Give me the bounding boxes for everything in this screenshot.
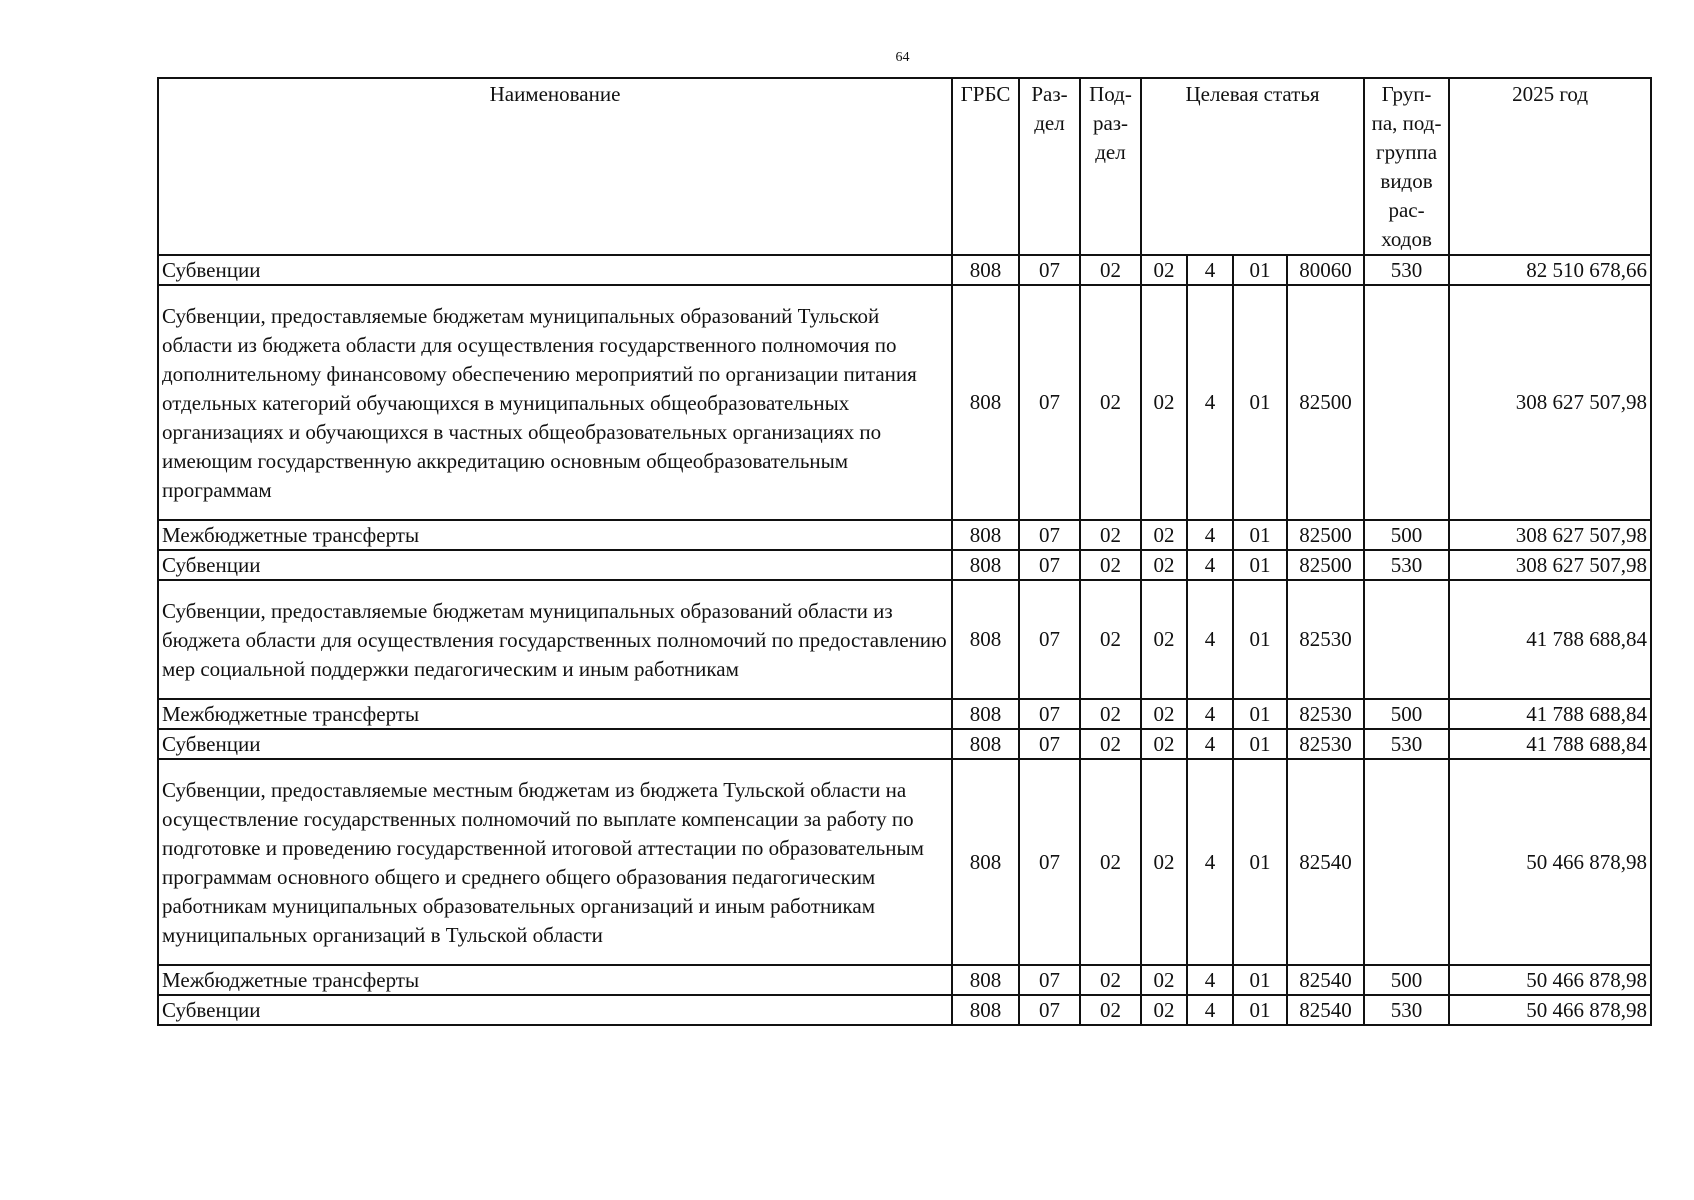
cell-target-direction: 82540 bbox=[1287, 965, 1364, 995]
cell-razdel: 07 bbox=[1019, 699, 1080, 729]
header-razdel: Раз- дел bbox=[1019, 78, 1080, 255]
table-row bbox=[158, 520, 1651, 550]
cell-grbs: 808 bbox=[952, 520, 1019, 550]
table-row bbox=[158, 995, 1651, 1025]
cell-podrazdel: 02 bbox=[1080, 550, 1141, 580]
cell-amount: 41 788 688,84 bbox=[1449, 729, 1651, 759]
budget-table bbox=[157, 77, 1652, 1026]
cell-name: Субвенции bbox=[158, 255, 952, 285]
cell-razdel: 07 bbox=[1019, 729, 1080, 759]
cell-target-subprogram: 01 bbox=[1233, 699, 1287, 729]
cell-target-program: 02 bbox=[1141, 729, 1187, 759]
cell-target-subprogram: 01 bbox=[1233, 255, 1287, 285]
cell-name: Межбюджетные трансферты bbox=[158, 965, 952, 995]
header-target-article: Целевая статья bbox=[1141, 78, 1364, 255]
cell-amount: 50 466 878,98 bbox=[1449, 965, 1651, 995]
cell-razdel: 07 bbox=[1019, 255, 1080, 285]
cell-name: Субвенции, предоставляемые бюджетам муниципальных образований Тульской области из бюджета области для осуществления государственного полномочия по дополнительному финансовому обеспечению мероприятий по организации питания отдельных категорий обучающихся в муниципальных общеобразовательных организациях и обучающихся в частных общеобразовательных организациях по имеющим государственную аккредитацию основным общеобразовательным программам bbox=[158, 285, 952, 520]
cell-podrazdel: 02 bbox=[1080, 995, 1141, 1025]
cell-podrazdel: 02 bbox=[1080, 759, 1141, 965]
cell-target-subprogram: 01 bbox=[1233, 759, 1287, 965]
cell-target-subprogram: 01 bbox=[1233, 965, 1287, 995]
table-row bbox=[158, 285, 1651, 520]
cell-target-direction: 82540 bbox=[1287, 995, 1364, 1025]
cell-target-program: 02 bbox=[1141, 285, 1187, 520]
cell-target-program: 02 bbox=[1141, 580, 1187, 699]
cell-amount: 41 788 688,84 bbox=[1449, 699, 1651, 729]
cell-name: Субвенции bbox=[158, 995, 952, 1025]
cell-target-direction: 82540 bbox=[1287, 759, 1364, 965]
header-grbs: ГРБС bbox=[952, 78, 1019, 255]
cell-target-type: 4 bbox=[1187, 995, 1233, 1025]
cell-target-type: 4 bbox=[1187, 729, 1233, 759]
cell-podrazdel: 02 bbox=[1080, 699, 1141, 729]
cell-target-subprogram: 01 bbox=[1233, 520, 1287, 550]
cell-amount: 308 627 507,98 bbox=[1449, 285, 1651, 520]
cell-target-program: 02 bbox=[1141, 520, 1187, 550]
cell-grbs: 808 bbox=[952, 729, 1019, 759]
cell-expense-group: 530 bbox=[1364, 995, 1449, 1025]
cell-target-subprogram: 01 bbox=[1233, 550, 1287, 580]
cell-target-type: 4 bbox=[1187, 285, 1233, 520]
cell-name: Межбюджетные трансферты bbox=[158, 520, 952, 550]
cell-amount: 308 627 507,98 bbox=[1449, 520, 1651, 550]
cell-target-type: 4 bbox=[1187, 759, 1233, 965]
cell-target-program: 02 bbox=[1141, 699, 1187, 729]
cell-expense-group: 530 bbox=[1364, 729, 1449, 759]
cell-podrazdel: 02 bbox=[1080, 255, 1141, 285]
cell-target-type: 4 bbox=[1187, 255, 1233, 285]
cell-expense-group bbox=[1364, 580, 1449, 699]
cell-target-program: 02 bbox=[1141, 965, 1187, 995]
cell-target-type: 4 bbox=[1187, 520, 1233, 550]
cell-grbs: 808 bbox=[952, 759, 1019, 965]
table-row bbox=[158, 580, 1651, 699]
cell-target-subprogram: 01 bbox=[1233, 285, 1287, 520]
cell-expense-group: 500 bbox=[1364, 699, 1449, 729]
cell-razdel: 07 bbox=[1019, 285, 1080, 520]
header-expense-group: Груп- па, под- группа видов рас- ходов bbox=[1364, 78, 1449, 255]
cell-razdel: 07 bbox=[1019, 520, 1080, 550]
cell-grbs: 808 bbox=[952, 699, 1019, 729]
table-row bbox=[158, 550, 1651, 580]
cell-target-direction: 80060 bbox=[1287, 255, 1364, 285]
cell-target-type: 4 bbox=[1187, 965, 1233, 995]
cell-grbs: 808 bbox=[952, 995, 1019, 1025]
cell-expense-group: 500 bbox=[1364, 520, 1449, 550]
cell-expense-group: 500 bbox=[1364, 965, 1449, 995]
cell-razdel: 07 bbox=[1019, 759, 1080, 965]
table-body bbox=[158, 255, 1651, 1025]
cell-target-direction: 82530 bbox=[1287, 699, 1364, 729]
cell-expense-group bbox=[1364, 759, 1449, 965]
cell-name: Субвенции bbox=[158, 729, 952, 759]
cell-podrazdel: 02 bbox=[1080, 285, 1141, 520]
cell-name: Субвенции, предоставляемые местным бюджетам из бюджета Тульской области на осуществление государственных полномочий по выплате компенсации за работу по подготовке и проведению государственной итоговой аттестации по образовательным программам основного общего и среднего общего образования педагогическим работникам муниципальных образовательных организаций и иным работникам муниципальных организаций в Тульской области bbox=[158, 759, 952, 965]
cell-target-type: 4 bbox=[1187, 580, 1233, 699]
cell-podrazdel: 02 bbox=[1080, 965, 1141, 995]
cell-razdel: 07 bbox=[1019, 965, 1080, 995]
cell-razdel: 07 bbox=[1019, 550, 1080, 580]
cell-target-type: 4 bbox=[1187, 699, 1233, 729]
cell-target-program: 02 bbox=[1141, 995, 1187, 1025]
cell-target-direction: 82530 bbox=[1287, 580, 1364, 699]
cell-amount: 41 788 688,84 bbox=[1449, 580, 1651, 699]
cell-name: Субвенции, предоставляемые бюджетам муниципальных образований области из бюджета области для осуществления государственных полномочий по предоставлению мер социальной поддержки педагогическим и иным работникам bbox=[158, 580, 952, 699]
cell-target-subprogram: 01 bbox=[1233, 580, 1287, 699]
cell-grbs: 808 bbox=[952, 255, 1019, 285]
header-name: Наименование bbox=[158, 78, 952, 255]
header-year-2025: 2025 год bbox=[1449, 78, 1651, 255]
cell-target-subprogram: 01 bbox=[1233, 729, 1287, 759]
cell-razdel: 07 bbox=[1019, 580, 1080, 699]
cell-name: Субвенции bbox=[158, 550, 952, 580]
cell-target-subprogram: 01 bbox=[1233, 995, 1287, 1025]
cell-amount: 82 510 678,66 bbox=[1449, 255, 1651, 285]
cell-target-program: 02 bbox=[1141, 255, 1187, 285]
cell-target-direction: 82500 bbox=[1287, 520, 1364, 550]
cell-amount: 308 627 507,98 bbox=[1449, 550, 1651, 580]
cell-expense-group bbox=[1364, 285, 1449, 520]
cell-target-program: 02 bbox=[1141, 759, 1187, 965]
cell-target-direction: 82530 bbox=[1287, 729, 1364, 759]
cell-target-type: 4 bbox=[1187, 550, 1233, 580]
cell-target-direction: 82500 bbox=[1287, 550, 1364, 580]
cell-grbs: 808 bbox=[952, 285, 1019, 520]
table-row bbox=[158, 729, 1651, 759]
cell-grbs: 808 bbox=[952, 580, 1019, 699]
table-row bbox=[158, 759, 1651, 965]
cell-grbs: 808 bbox=[952, 550, 1019, 580]
cell-podrazdel: 02 bbox=[1080, 729, 1141, 759]
cell-grbs: 808 bbox=[952, 965, 1019, 995]
cell-podrazdel: 02 bbox=[1080, 520, 1141, 550]
cell-amount: 50 466 878,98 bbox=[1449, 995, 1651, 1025]
cell-target-direction: 82500 bbox=[1287, 285, 1364, 520]
table-row bbox=[158, 699, 1651, 729]
cell-target-program: 02 bbox=[1141, 550, 1187, 580]
table-row bbox=[158, 255, 1651, 285]
table-header-row bbox=[158, 78, 1651, 255]
cell-amount: 50 466 878,98 bbox=[1449, 759, 1651, 965]
cell-razdel: 07 bbox=[1019, 995, 1080, 1025]
header-podrazdel: Под- раз- дел bbox=[1080, 78, 1141, 255]
cell-name: Межбюджетные трансферты bbox=[158, 699, 952, 729]
cell-expense-group: 530 bbox=[1364, 255, 1449, 285]
cell-podrazdel: 02 bbox=[1080, 580, 1141, 699]
page-number: 64 bbox=[895, 50, 910, 65]
cell-expense-group: 530 bbox=[1364, 550, 1449, 580]
table-row bbox=[158, 965, 1651, 995]
